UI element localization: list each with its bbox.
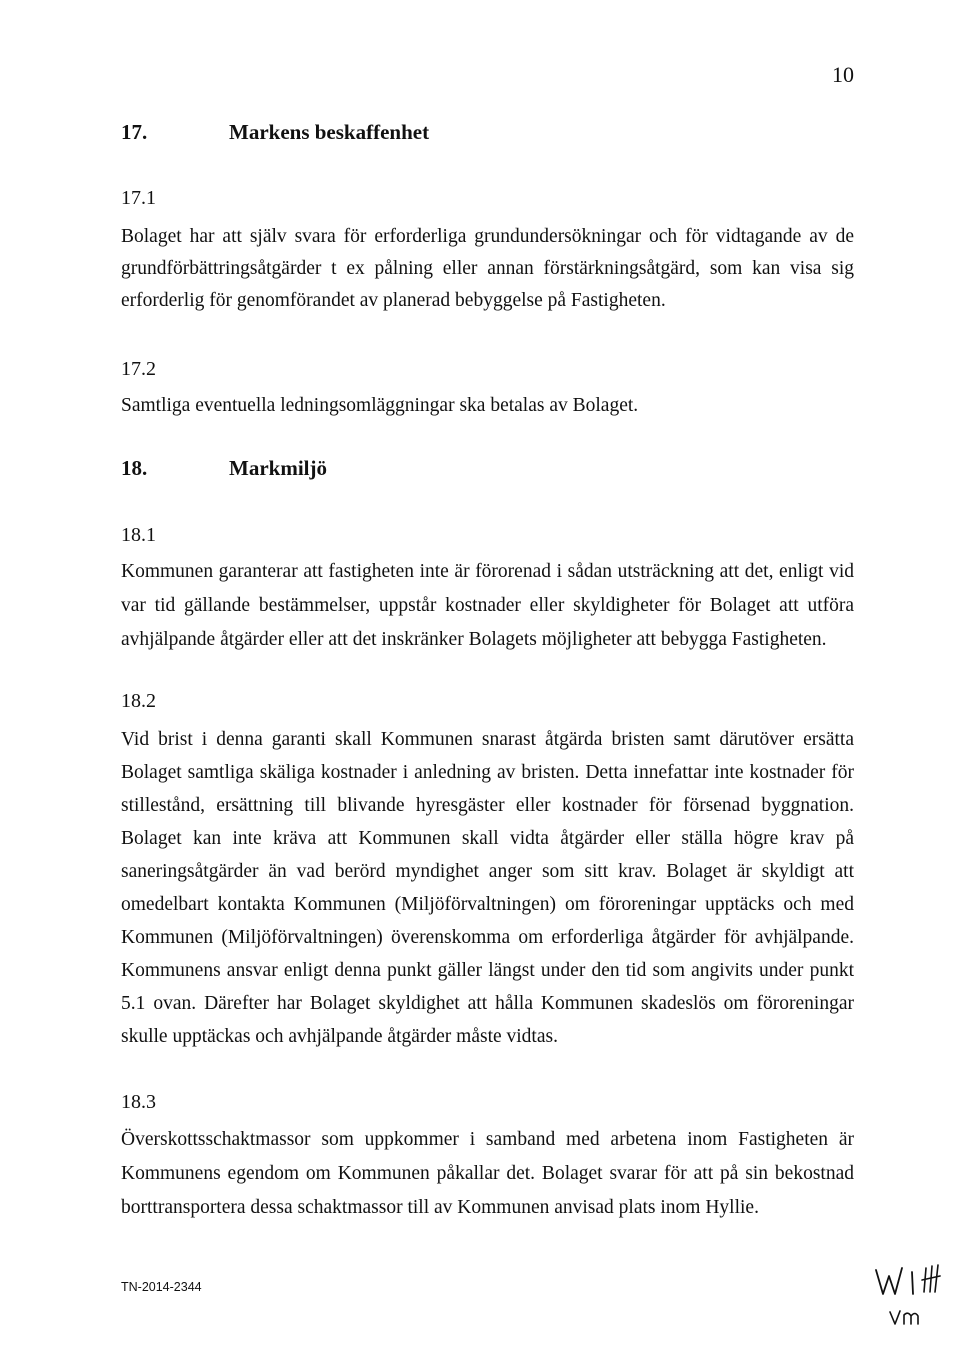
section-heading-17 <box>121 120 429 145</box>
section-title: Markmiljö <box>229 456 327 480</box>
paragraph-17-1: Bolaget har att själv svara för erforderliga grundundersökningar och för vidtagande av de grundförbättringsåtgärder t ex pålning eller annan förstärkningsåtgärd, som kan visa sig erforderlig för genomförandet av planerad bebyggelse på Fastigheten. <box>121 226 854 311</box>
section-heading-18 <box>121 456 327 481</box>
paragraph-number-17-1: 17.1 <box>121 187 156 209</box>
handwritten-initials <box>872 1262 952 1332</box>
paragraph-18-1: Kommunen garanterar att fastigheten inte är förorenad i sådan utsträckning att det, enligt vid var tid gällande bestämmelser, uppstår kostnader eller skyldigheter för Bolaget att utföra avhjälpande åtgärder eller att det inskränker Bolagets möjligheter att bebygga Fastigheten. <box>121 561 854 650</box>
section-number: 18. <box>121 456 148 480</box>
paragraph-18-3: Överskottsschaktmassor som uppkommer i samband med arbetena inom Fastigheten är Kommunens egendom om Kommunen påkallar det. Bolaget svarar för att på sin bekostnad borttransportera dessa schaktmassor till av Kommunen anvisad plats inom Hyllie. <box>121 1129 854 1218</box>
paragraph-number-18-3: 18.3 <box>121 1091 156 1113</box>
section-title: Markens beskaffenhet <box>229 120 430 144</box>
page-number: 10 <box>832 62 854 87</box>
paragraph-18-2: Vid brist i denna garanti skall Kommunen snarast åtgärda bristen samt därutöver ersätta Bolaget samtliga skäliga kostnader i anledning av bristen. Detta innefattar inte kostnader för stillestånd, ersättning till blivande hyresgäster eller kostnader för försenad byggnation. Bolaget kan inte kräva att Kommunen skall vidta åtgärder eller ställa högre krav på saneringsåtgärder än vad berörd myndighet anger som sitt krav. Bolaget är skyldigt att omedelbart kontakta Kommunen (Miljöförvaltningen) om föroreningar upptäcks och med Kommunen (Miljöförvaltningen) överenskomma om erforderliga åtgärder för avhjälpande. Kommunens ansvar enligt denna punkt gäller längst under den tid som angivits under punkt 5.1 ovan. Därefter har Bolaget skyldighet att hålla Kommunen skadeslös om föroreningar skulle upptäckas och avhjälpande åtgärder måste vidtas. <box>121 729 854 1047</box>
paragraph-number-17-2: 17.2 <box>121 358 156 380</box>
paragraph-17-2: Samtliga eventuella ledningsomläggningar ska betalas av Bolaget. <box>121 395 639 416</box>
paragraph-number-18-1: 18.1 <box>121 524 156 546</box>
document-id: TN-2014-2344 <box>121 1280 202 1294</box>
paragraph-number-18-2: 18.2 <box>121 690 156 712</box>
section-number: 17. <box>121 120 148 144</box>
